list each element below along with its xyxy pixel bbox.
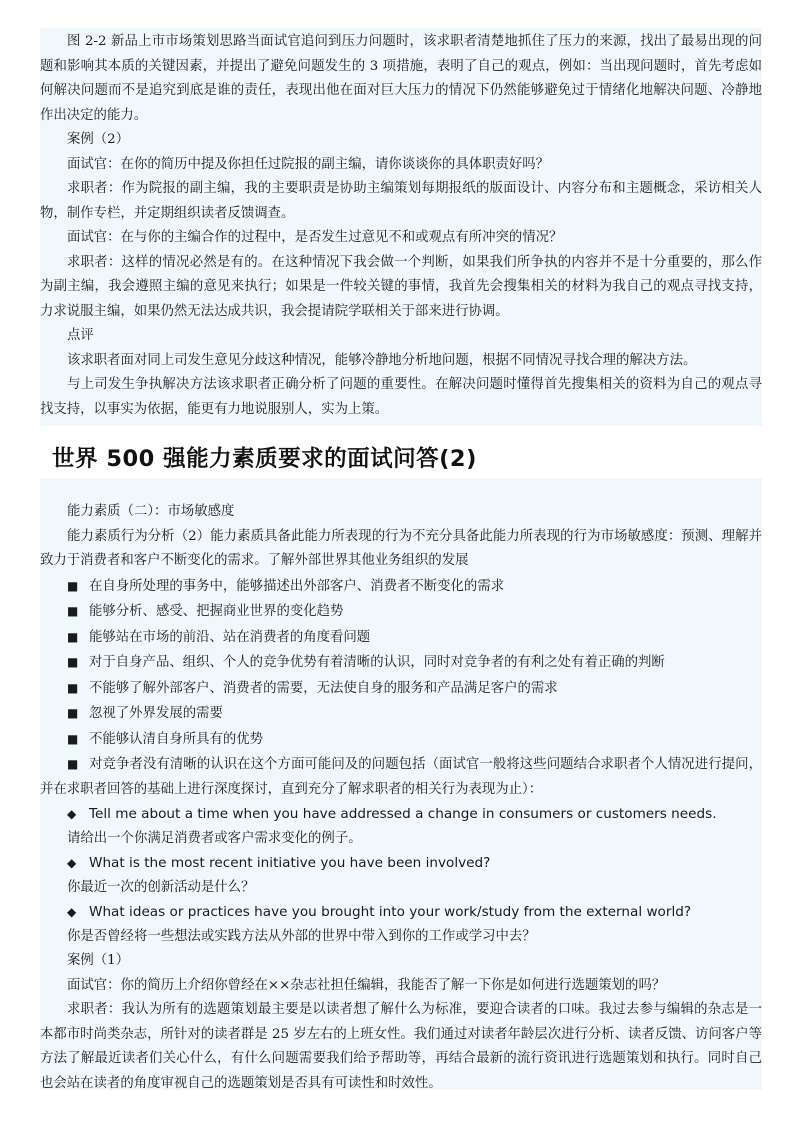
bullet-item: ■ 能够分析、感受、把握商业世界的变化趋势 (40, 599, 762, 625)
bullet-item: ■ 对竞争者没有清晰的认识在这个方面可能问及的问题包括（面试官一般将这些问题结合求职者个人情况进行提问，并在求职者回答的基础上进行深度探讨，直到充分了解求职者的相关行为表现为止）： (40, 752, 762, 802)
candidate-line: 求职者：作为院报的副主编，我的主要职责是协助主编策划每期报纸的版面设计、内容分布和主题概念，采访相关人物，制作专栏，并定期组织读者反馈调查。 (40, 181, 762, 221)
case-label: 案例（1） (67, 953, 130, 968)
interviewer-line: 面试官：你的简历上介绍你曾经在××杂志社担任编辑，我能否了解一下你是如何进行选题策划的吗？ (67, 977, 666, 993)
bullet-item: ■ 能够站在市场的前沿、站在消费者的角度看问题 (40, 625, 762, 651)
paragraph: 与上司发生争执解决方法该求职者正确分析了问题的重要性。在解决问题时懂得首先搜集相关的资料为自己的观点寻找支持，以事实为依据，能更有力地说服别人，实为上策。 (40, 377, 762, 417)
interviewer-line: 面试官：在与你的主编合作的过程中，是否发生过意见不和或观点有所冲突的情况？ (67, 230, 563, 245)
bullet-item: ■ 在自身所处理的事务中，能够描述出外部客户、消费者不断变化的需求 (40, 574, 762, 600)
bullet-item: ■ 不能够了解外部客户、消费者的需要，无法使自身的服务和产品满足客户的需求 (40, 676, 762, 702)
paragraph: 图 2-2 新品上市市场策划思路当面试官追问到压力问题时，该求职者清楚地抓住了压力的来源，找出了最易出现的问题和影响其本质的关键因素，并提出了避免问题发生的 3 项措施，表明了自己的观点，例如：当出现问题时，首先考虑如何解决问题而不是追究到底是谁的责任，表现出他在面对巨大压力的情况下仍然能够避免过于情绪化地解决问题、冷静地作出决定的能力。 (40, 34, 762, 123)
section-1-body (40, 30, 762, 422)
section-heading: 世界 500 强能力素质要求的面试问答(2) (52, 446, 477, 472)
candidate-line: 求职者：我认为所有的选题策划最主要是以读者想了解什么为标准，要迎合读者的口味。我过去参与编辑的杂志是一本都市时尚类杂志，所针对的读者群是 25 岁左右的上班女性。我们通过对读者年龄层次进行分析、读者反馈、访问客户等方法了解最近读者们关心什么，有什么问题需要我们给予帮助等，再结合最新的流行资讯进行选题策划和执行。同时自己也会站在读者的角度审视自己的选题策划是否具有可读性和时效性。 (40, 1002, 762, 1091)
question-en: ◆ Tell me about a time when you have addressed a change in consumers or customers needs. (40, 802, 762, 827)
comment-label: 点评 (67, 328, 94, 343)
question-zh: 你最近一次的创新活动是什么？ (67, 879, 255, 895)
paragraph: 该求职者面对同上司发生意见分歧这种情况，能够冷静地分析地问题，根据不同情况寻找合理的解决方法。 (67, 352, 697, 368)
question-en: ◆ What ideas or practices have you brought into your work/study from the external world? (40, 900, 762, 925)
question-zh: 请给出一个你满足消费者或客户需求变化的例子。 (67, 830, 362, 846)
candidate-line: 求职者：这样的情况必然是有的。在这种情况下我会做一个判断，如果我们所争执的内容并不是十分重要的，那么作为副主编，我会遵照主编的意见来执行；如果是一件较关键的事情，我首先会搜集相关的材料为我自己的观点寻找支持，力求说服主编，如果仍然无法达成共识，我会提请院学联相关于部来进行协调。 (40, 254, 762, 319)
ability-title: 能力素质（二）：市场敏感度 (67, 504, 235, 519)
question-zh: 你是否曾经将一些想法或实践方法从外部的世界中带入到你的工作或学习中去？ (67, 928, 536, 944)
bullet-item: ■ 不能够认清自身所具有的优势 (40, 727, 762, 753)
interviewer-line: 面试官：在你的简历中提及你担任过院报的副主编，请你谈谈你的具体职责好吗？ (67, 156, 550, 172)
question-en: ◆ What is the most recent initiative you have been involved? (40, 851, 762, 876)
case-label: 案例（2） (67, 132, 130, 147)
paragraph: 能力素质行为分析（2）能力素质具备此能力所表现的行为不充分具备此能力所表现的行为市场敏感度：预测、理解并致力于消费者和客户不断变化的需求。了解外部世界其他业务组织的发展 (40, 528, 762, 568)
section-2-body (40, 500, 762, 1096)
bullet-item: ■ 对于自身产品、组织、个人的竞争优势有着清晰的认识，同时对竞争者的有利之处有着正确的判断 (40, 650, 762, 676)
bullet-item: ■ 忽视了外界发展的需要 (40, 701, 762, 727)
